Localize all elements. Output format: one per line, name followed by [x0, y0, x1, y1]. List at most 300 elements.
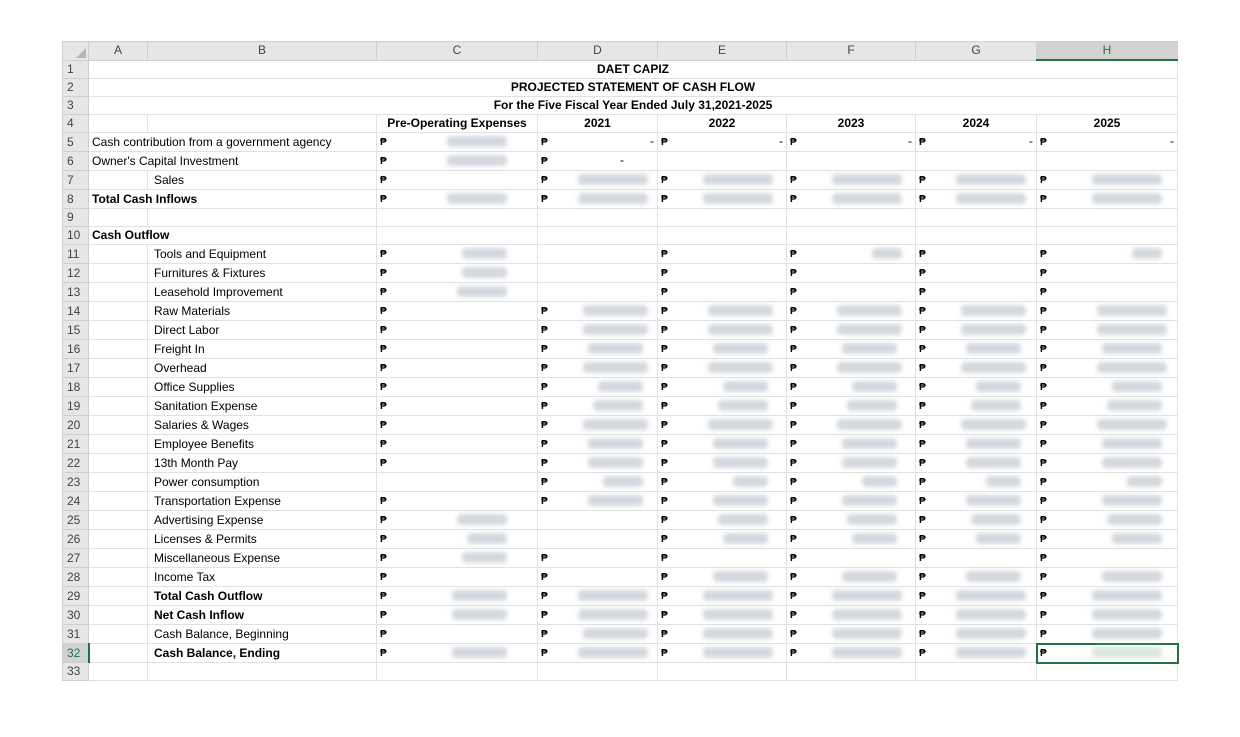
value-cell[interactable]: [538, 133, 658, 152]
value-cell[interactable]: [787, 454, 916, 473]
value-cell[interactable]: [658, 511, 787, 530]
label-tools-equipment[interactable]: Tools and Equipment: [148, 245, 377, 264]
value-cell[interactable]: [538, 644, 658, 663]
value-cell[interactable]: [658, 359, 787, 378]
column-header-c[interactable]: C: [377, 42, 538, 61]
label-sales[interactable]: Sales: [148, 171, 377, 190]
cell[interactable]: [1037, 227, 1178, 245]
value-cell[interactable]: [1037, 549, 1178, 568]
label-cash-balance-beginning[interactable]: Cash Balance, Beginning: [148, 625, 377, 644]
value-cell[interactable]: [916, 625, 1037, 644]
value-cell[interactable]: [377, 264, 538, 283]
value-cell[interactable]: [377, 283, 538, 302]
peso-sign: ₱: [790, 648, 797, 659]
cell[interactable]: [89, 549, 148, 568]
label-employee-benefits[interactable]: Employee Benefits: [148, 435, 377, 454]
label-licenses-permits[interactable]: Licenses & Permits: [148, 530, 377, 549]
label-office-supplies[interactable]: Office Supplies: [148, 378, 377, 397]
value-cell[interactable]: [916, 587, 1037, 606]
cell[interactable]: [538, 227, 658, 245]
value-cell[interactable]: [538, 321, 658, 340]
value-cell[interactable]: [916, 416, 1037, 435]
value-cell[interactable]: [916, 359, 1037, 378]
column-header-g[interactable]: G: [916, 42, 1037, 61]
dash-value: -: [1170, 134, 1174, 148]
cell[interactable]: [89, 245, 148, 264]
value-cell[interactable]: [377, 321, 538, 340]
cell[interactable]: [89, 511, 148, 530]
cell[interactable]: [377, 209, 538, 227]
row-header-24[interactable]: 24: [63, 492, 89, 511]
value-cell[interactable]: [1037, 152, 1178, 171]
cell[interactable]: [89, 378, 148, 397]
value-cell[interactable]: [538, 530, 658, 549]
redacted-value: [703, 609, 773, 620]
column-header-f[interactable]: F: [787, 42, 916, 61]
value-cell[interactable]: [1037, 302, 1178, 321]
cell[interactable]: [89, 416, 148, 435]
value-cell[interactable]: [916, 644, 1037, 663]
value-cell[interactable]: [916, 492, 1037, 511]
value-cell[interactable]: [377, 625, 538, 644]
value-cell[interactable]: [538, 454, 658, 473]
cell[interactable]: [89, 435, 148, 454]
row-header-4[interactable]: 4: [63, 115, 89, 133]
label-owners-capital[interactable]: Owner's Capital Investment: [89, 152, 377, 171]
value-cell[interactable]: [787, 152, 916, 171]
row-header-32[interactable]: 32: [63, 644, 89, 663]
cell[interactable]: [916, 209, 1037, 227]
row-header-23[interactable]: 23: [63, 473, 89, 492]
value-cell[interactable]: [538, 435, 658, 454]
value-cell[interactable]: [658, 190, 787, 209]
value-cell[interactable]: [1037, 378, 1178, 397]
value-cell[interactable]: [787, 568, 916, 587]
value-cell[interactable]: [377, 568, 538, 587]
value-cell[interactable]: [787, 264, 916, 283]
value-cell[interactable]: [787, 133, 916, 152]
row-header-27[interactable]: 27: [63, 549, 89, 568]
value-cell[interactable]: [1037, 340, 1178, 359]
cell[interactable]: [787, 227, 916, 245]
value-cell[interactable]: [916, 133, 1037, 152]
cell[interactable]: [377, 227, 538, 245]
value-cell[interactable]: [377, 606, 538, 625]
cell[interactable]: [89, 644, 148, 663]
cell[interactable]: [89, 115, 148, 133]
value-cell[interactable]: [377, 587, 538, 606]
value-cell[interactable]: [787, 511, 916, 530]
column-header-h[interactable]: H: [1037, 42, 1178, 61]
value-cell[interactable]: [538, 302, 658, 321]
cell[interactable]: [787, 209, 916, 227]
label-total-cash-outflow[interactable]: Total Cash Outflow: [148, 587, 377, 606]
value-cell[interactable]: [916, 283, 1037, 302]
value-cell[interactable]: [1037, 587, 1178, 606]
cell[interactable]: [148, 209, 377, 227]
row-header-33[interactable]: 33: [63, 663, 89, 681]
label-13th-month-pay[interactable]: 13th Month Pay: [148, 454, 377, 473]
label-overhead[interactable]: Overhead: [148, 359, 377, 378]
redacted-value: [713, 438, 768, 449]
value-cell[interactable]: [1037, 397, 1178, 416]
cell[interactable]: [89, 397, 148, 416]
value-cell[interactable]: [916, 340, 1037, 359]
peso-sign: ₱: [661, 553, 668, 564]
header-2021[interactable]: 2021: [538, 115, 658, 133]
row-header-14[interactable]: 14: [63, 302, 89, 321]
value-cell[interactable]: [538, 397, 658, 416]
cell[interactable]: [89, 473, 148, 492]
active-cell-h32[interactable]: [1037, 644, 1178, 663]
row-header-19[interactable]: 19: [63, 397, 89, 416]
row-header-1[interactable]: 1: [63, 60, 89, 79]
select-all-triangle-icon: [76, 48, 86, 58]
label-government-contribution[interactable]: Cash contribution from a government agency: [89, 133, 377, 152]
value-cell[interactable]: [658, 264, 787, 283]
value-cell[interactable]: [916, 171, 1037, 190]
value-cell[interactable]: [787, 283, 916, 302]
value-cell[interactable]: [1037, 530, 1178, 549]
value-cell[interactable]: [377, 171, 538, 190]
value-cell[interactable]: [916, 511, 1037, 530]
cell[interactable]: [1037, 209, 1178, 227]
redacted-value: [832, 647, 902, 658]
value-cell[interactable]: [377, 549, 538, 568]
row-header-10[interactable]: 10: [63, 227, 89, 245]
value-cell[interactable]: [658, 321, 787, 340]
row-header-16[interactable]: 16: [63, 340, 89, 359]
value-cell[interactable]: [787, 245, 916, 264]
row-header-8[interactable]: 8: [63, 190, 89, 209]
value-cell[interactable]: [787, 416, 916, 435]
value-cell[interactable]: [1037, 568, 1178, 587]
value-cell[interactable]: [658, 283, 787, 302]
value-cell[interactable]: [658, 530, 787, 549]
value-cell[interactable]: [787, 587, 916, 606]
row-header-6[interactable]: 6: [63, 152, 89, 171]
value-cell[interactable]: [787, 435, 916, 454]
value-cell[interactable]: [787, 302, 916, 321]
value-cell[interactable]: [916, 530, 1037, 549]
peso-sign: ₱: [541, 344, 548, 355]
redacted-value: [713, 571, 768, 582]
value-cell[interactable]: [1037, 606, 1178, 625]
value-cell[interactable]: [658, 340, 787, 359]
value-cell[interactable]: [538, 568, 658, 587]
column-header-a[interactable]: A: [89, 42, 148, 61]
label-total-cash-inflows[interactable]: Total Cash Inflows: [89, 190, 377, 209]
value-cell[interactable]: [1037, 190, 1178, 209]
row-header-28[interactable]: 28: [63, 568, 89, 587]
value-cell[interactable]: [787, 644, 916, 663]
value-cell[interactable]: [538, 416, 658, 435]
value-cell[interactable]: [787, 530, 916, 549]
value-cell[interactable]: [1037, 264, 1178, 283]
cell[interactable]: [89, 625, 148, 644]
cell[interactable]: [89, 587, 148, 606]
header-2025[interactable]: 2025: [1037, 115, 1178, 133]
value-cell[interactable]: [538, 606, 658, 625]
cell[interactable]: [787, 663, 916, 681]
value-cell[interactable]: [1037, 511, 1178, 530]
label-direct-labor[interactable]: Direct Labor: [148, 321, 377, 340]
header-2022[interactable]: 2022: [658, 115, 787, 133]
value-cell[interactable]: [787, 549, 916, 568]
value-cell[interactable]: [787, 397, 916, 416]
value-cell[interactable]: [916, 152, 1037, 171]
value-cell[interactable]: [538, 492, 658, 511]
value-cell[interactable]: [658, 606, 787, 625]
value-cell[interactable]: [658, 152, 787, 171]
row-header-30[interactable]: 30: [63, 606, 89, 625]
value-cell[interactable]: [916, 302, 1037, 321]
value-cell[interactable]: [916, 606, 1037, 625]
value-cell[interactable]: [658, 492, 787, 511]
cell[interactable]: [89, 530, 148, 549]
header-2023[interactable]: 2023: [787, 115, 916, 133]
value-cell[interactable]: [538, 473, 658, 492]
peso-sign: ₱: [541, 156, 548, 167]
label-sanitation-expense[interactable]: Sanitation Expense: [148, 397, 377, 416]
label-raw-materials[interactable]: Raw Materials: [148, 302, 377, 321]
company-name-cell[interactable]: DAET CAPIZ: [89, 60, 1178, 79]
label-salaries-wages[interactable]: Salaries & Wages: [148, 416, 377, 435]
redacted-value: [703, 193, 773, 204]
value-cell[interactable]: [658, 644, 787, 663]
value-cell[interactable]: [787, 171, 916, 190]
value-cell[interactable]: [658, 245, 787, 264]
value-cell[interactable]: [916, 245, 1037, 264]
label-freight-in[interactable]: Freight In: [148, 340, 377, 359]
period-cell[interactable]: For the Five Fiscal Year Ended July 31,2021-2025: [89, 97, 1178, 115]
value-cell[interactable]: [916, 264, 1037, 283]
value-cell[interactable]: [787, 473, 916, 492]
value-cell[interactable]: [787, 606, 916, 625]
value-cell[interactable]: [787, 321, 916, 340]
value-cell[interactable]: [658, 473, 787, 492]
value-cell[interactable]: [916, 473, 1037, 492]
value-cell[interactable]: [658, 435, 787, 454]
label-furnitures-fixtures[interactable]: Furnitures & Fixtures: [148, 264, 377, 283]
cell[interactable]: [89, 209, 148, 227]
peso-sign: ₱: [661, 572, 668, 583]
label-cash-outflow[interactable]: Cash Outflow: [89, 227, 377, 245]
value-cell[interactable]: [916, 435, 1037, 454]
value-cell[interactable]: [916, 190, 1037, 209]
value-cell[interactable]: [538, 340, 658, 359]
value-cell[interactable]: [1037, 416, 1178, 435]
value-cell[interactable]: [377, 397, 538, 416]
cell[interactable]: [89, 606, 148, 625]
row-header-15[interactable]: 15: [63, 321, 89, 340]
label-cash-balance-ending[interactable]: Cash Balance, Ending: [148, 644, 377, 663]
cell[interactable]: [89, 321, 148, 340]
value-cell[interactable]: [658, 302, 787, 321]
cell[interactable]: [916, 663, 1037, 681]
value-cell[interactable]: [787, 378, 916, 397]
value-cell[interactable]: [377, 190, 538, 209]
redacted-value: [956, 628, 1026, 639]
cell[interactable]: [89, 454, 148, 473]
value-cell[interactable]: [538, 152, 658, 171]
cell[interactable]: [1037, 663, 1178, 681]
value-cell[interactable]: [658, 454, 787, 473]
row-header-5[interactable]: 5: [63, 133, 89, 152]
label-miscellaneous-expense[interactable]: Miscellaneous Expense: [148, 549, 377, 568]
value-cell[interactable]: [538, 625, 658, 644]
value-cell[interactable]: [377, 511, 538, 530]
value-cell[interactable]: [377, 473, 538, 492]
row-header-2[interactable]: 2: [63, 79, 89, 97]
value-cell[interactable]: [377, 340, 538, 359]
value-cell[interactable]: [377, 245, 538, 264]
value-cell[interactable]: [377, 359, 538, 378]
value-cell[interactable]: [377, 530, 538, 549]
value-cell[interactable]: [377, 492, 538, 511]
value-cell[interactable]: [658, 133, 787, 152]
value-cell[interactable]: [538, 359, 658, 378]
value-cell[interactable]: [787, 190, 916, 209]
label-income-tax[interactable]: Income Tax: [148, 568, 377, 587]
value-cell[interactable]: [1037, 473, 1178, 492]
value-cell[interactable]: [377, 378, 538, 397]
cell[interactable]: [658, 209, 787, 227]
cell[interactable]: [658, 227, 787, 245]
cell[interactable]: [148, 115, 377, 133]
label-advertising-expense[interactable]: Advertising Expense: [148, 511, 377, 530]
column-header-d[interactable]: D: [538, 42, 658, 61]
row-header-12[interactable]: 12: [63, 264, 89, 283]
value-cell[interactable]: [1037, 492, 1178, 511]
value-cell[interactable]: [658, 397, 787, 416]
value-cell[interactable]: [916, 378, 1037, 397]
value-cell[interactable]: [787, 492, 916, 511]
label-transportation-expense[interactable]: Transportation Expense: [148, 492, 377, 511]
row-header-22[interactable]: 22: [63, 454, 89, 473]
row-header-9[interactable]: 9: [63, 209, 89, 227]
value-cell[interactable]: [377, 435, 538, 454]
cell[interactable]: [538, 209, 658, 227]
value-cell[interactable]: [538, 190, 658, 209]
value-cell[interactable]: [538, 171, 658, 190]
value-cell[interactable]: [658, 549, 787, 568]
redacted-value: [837, 324, 902, 335]
value-cell[interactable]: [916, 321, 1037, 340]
label-leasehold-improvement[interactable]: Leasehold Improvement: [148, 283, 377, 302]
value-cell[interactable]: [377, 302, 538, 321]
cell[interactable]: [89, 492, 148, 511]
value-cell[interactable]: [538, 245, 658, 264]
value-cell[interactable]: [1037, 245, 1178, 264]
cell[interactable]: [89, 359, 148, 378]
row-header-3[interactable]: 3: [63, 97, 89, 115]
row-header-21[interactable]: 21: [63, 435, 89, 454]
cell[interactable]: [89, 340, 148, 359]
cell[interactable]: [89, 663, 148, 681]
row-header-20[interactable]: 20: [63, 416, 89, 435]
value-cell[interactable]: [1037, 435, 1178, 454]
row-header-18[interactable]: 18: [63, 378, 89, 397]
value-cell[interactable]: [658, 625, 787, 644]
value-cell[interactable]: [1037, 625, 1178, 644]
row-header-11[interactable]: 11: [63, 245, 89, 264]
value-cell[interactable]: [538, 549, 658, 568]
value-cell[interactable]: [538, 378, 658, 397]
cell[interactable]: [89, 568, 148, 587]
cell[interactable]: [377, 663, 538, 681]
row-header-17[interactable]: 17: [63, 359, 89, 378]
cell[interactable]: [538, 663, 658, 681]
row-header-7[interactable]: 7: [63, 171, 89, 190]
value-cell[interactable]: [787, 359, 916, 378]
label-power-consumption[interactable]: Power consumption: [148, 473, 377, 492]
header-2024[interactable]: 2024: [916, 115, 1037, 133]
row-header-29[interactable]: 29: [63, 587, 89, 606]
row-header-13[interactable]: 13: [63, 283, 89, 302]
label-net-cash-inflow[interactable]: Net Cash Inflow: [148, 606, 377, 625]
row-header-31[interactable]: 31: [63, 625, 89, 644]
value-cell[interactable]: [916, 568, 1037, 587]
cell[interactable]: [658, 663, 787, 681]
value-cell[interactable]: [1037, 283, 1178, 302]
value-cell[interactable]: [658, 416, 787, 435]
value-cell[interactable]: [1037, 359, 1178, 378]
value-cell[interactable]: [1037, 454, 1178, 473]
value-cell[interactable]: [377, 152, 538, 171]
value-cell[interactable]: [1037, 133, 1178, 152]
row-header-26[interactable]: 26: [63, 530, 89, 549]
value-cell[interactable]: [538, 587, 658, 606]
cell[interactable]: [89, 283, 148, 302]
statement-title-cell[interactable]: PROJECTED STATEMENT OF CASH FLOW: [89, 79, 1178, 97]
value-cell[interactable]: [538, 511, 658, 530]
cell[interactable]: [916, 227, 1037, 245]
column-header-b[interactable]: B: [148, 42, 377, 61]
value-cell[interactable]: [658, 378, 787, 397]
peso-sign: ₱: [380, 175, 387, 186]
value-cell[interactable]: [1037, 171, 1178, 190]
value-cell[interactable]: [538, 283, 658, 302]
value-cell[interactable]: [658, 568, 787, 587]
value-cell[interactable]: [658, 171, 787, 190]
value-cell[interactable]: [916, 549, 1037, 568]
value-cell[interactable]: [377, 644, 538, 663]
cell[interactable]: [148, 663, 377, 681]
value-cell[interactable]: [377, 133, 538, 152]
value-cell[interactable]: [538, 264, 658, 283]
value-cell[interactable]: [787, 340, 916, 359]
select-all-corner[interactable]: [63, 42, 89, 61]
value-cell[interactable]: [377, 454, 538, 473]
peso-sign: ₱: [790, 401, 797, 412]
cell[interactable]: [89, 302, 148, 321]
cell[interactable]: [89, 264, 148, 283]
value-cell[interactable]: [787, 625, 916, 644]
peso-sign: ₱: [541, 591, 548, 602]
cell[interactable]: [89, 171, 148, 190]
value-cell[interactable]: [916, 397, 1037, 416]
value-cell[interactable]: [658, 587, 787, 606]
redacted-value: [852, 533, 897, 544]
column-header-e[interactable]: E: [658, 42, 787, 61]
header-pre-operating[interactable]: Pre-Operating Expenses: [377, 115, 538, 133]
row-header-25[interactable]: 25: [63, 511, 89, 530]
peso-sign: ₱: [380, 156, 387, 167]
value-cell[interactable]: [916, 454, 1037, 473]
value-cell[interactable]: [377, 416, 538, 435]
value-cell[interactable]: [1037, 321, 1178, 340]
